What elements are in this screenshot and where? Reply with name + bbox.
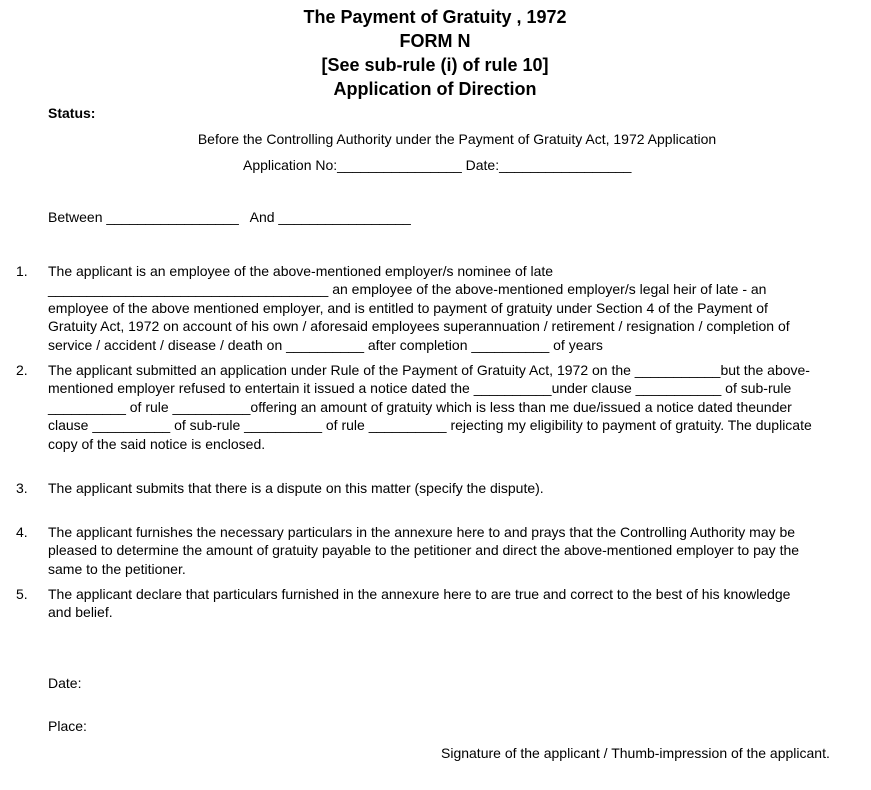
form-name: FORM N: [399, 31, 471, 51]
place-label: Place:: [48, 718, 87, 734]
item-number: 4.: [16, 524, 28, 540]
item-line: The applicant submits that there is a dispute on this matter (specify the dispute).: [48, 480, 544, 496]
list-item: [48, 262, 866, 354]
item-number: 1.: [16, 263, 28, 279]
item-line: ____________________________________ an employee of the above-mentioned employer/s legal heir of late - an: [48, 281, 767, 298]
form-header: [0, 5, 871, 101]
form-rule-reference: [See sub-rule (i) of rule 10]: [321, 55, 549, 75]
item-line: and belief.: [48, 604, 113, 621]
application-number-date-line: Application No:________________ Date:_________________: [243, 157, 632, 173]
item-line: The applicant is an employee of the above-mentioned employer/s nominee of late: [48, 263, 554, 279]
item-line: same to the petitioner.: [48, 560, 186, 577]
authority-line: Before the Controlling Authority under the Payment of Gratuity Act, 1972 Application: [197, 131, 717, 147]
status-label: Status:: [48, 105, 96, 121]
item-line: mentioned employer refused to entertain it issued a notice dated the __________under clause ___________ of sub-rule: [48, 380, 792, 397]
list-item: [48, 361, 866, 453]
item-line: The applicant declare that particulars furnished in the annexure here to are true and correct to the best of his knowledge: [48, 586, 791, 602]
form-title: The Payment of Gratuity , 1972: [303, 7, 567, 27]
item-line: The applicant furnishes the necessary particulars in the annexure here to and prays that the Controlling Authority may be: [48, 524, 796, 540]
date-label: Date:: [48, 675, 82, 691]
item-number: 2.: [16, 362, 28, 378]
item-line: copy of the said notice is enclosed.: [48, 435, 266, 452]
item-line: employee of the above mentioned employer, and is entitled to payment of gratuity under Section 4 of the Payment of: [48, 299, 768, 316]
item-line: service / accident / disease / death on __________ after completion __________ of years: [48, 336, 603, 353]
list-item: [48, 585, 866, 622]
form-subtitle: Application of Direction: [333, 79, 537, 99]
list-item: [48, 523, 866, 578]
between-parties-line: Between _________________ And _________________: [48, 209, 411, 225]
signature-line: Signature of the applicant / Thumb-impression of the applicant.: [441, 745, 830, 761]
item-line: Gratuity Act, 1972 on account of his own / aforesaid employees superannuation / retirement / resignation / completion of: [48, 318, 790, 335]
item-line: pleased to determine the amount of gratuity payable to the petitioner and direct the above-mentioned employer to pay the: [48, 542, 800, 559]
item-number: 5.: [16, 586, 28, 602]
item-line: __________ of rule __________offering an amount of gratuity which is less than me due/issued a notice dated theunder: [48, 398, 792, 415]
item-number: 3.: [16, 480, 28, 496]
list-item: [48, 479, 866, 497]
item-line: clause __________ of sub-rule __________ of rule __________ rejecting my eligibility to payment of gratuity. The duplicate: [48, 417, 812, 434]
item-line: The applicant submitted an application under Rule of the Payment of Gratuity Act, 1972 on the ___________but the above-: [48, 362, 810, 378]
